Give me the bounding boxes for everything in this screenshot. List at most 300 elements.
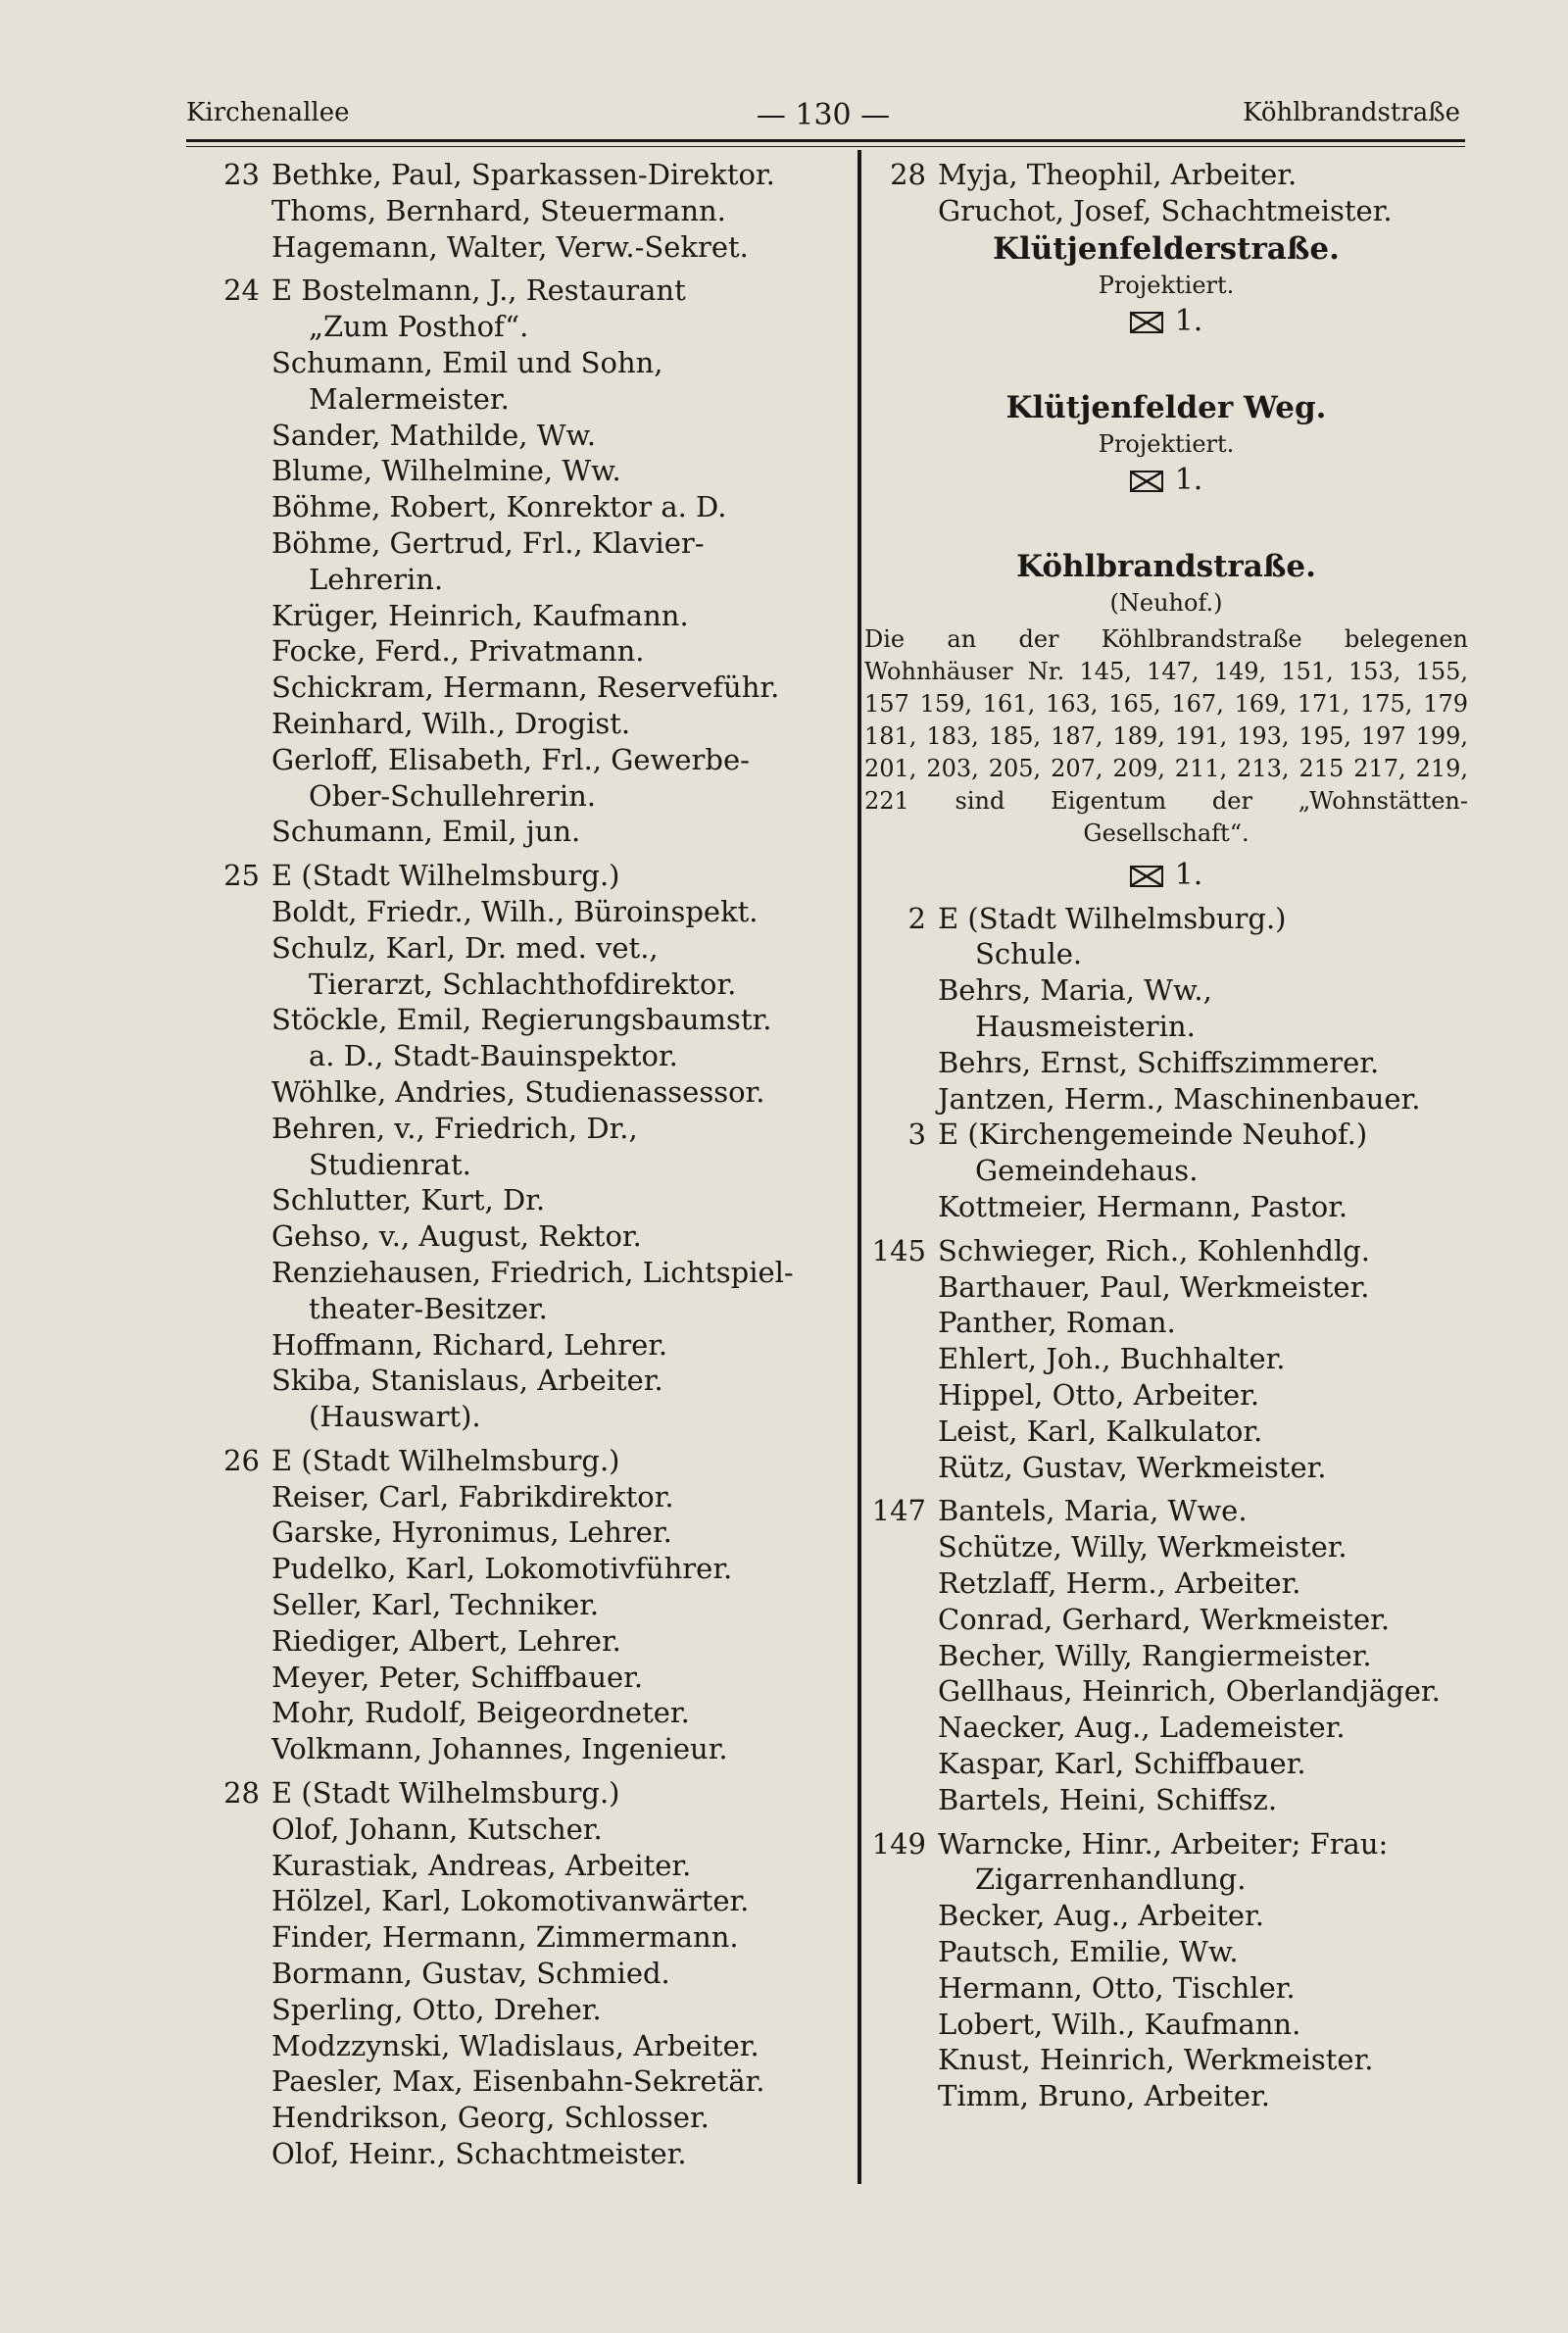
house-number xyxy=(862,1970,938,2007)
entry-line: Modzzynski, Wladislaus, Arbeiter. xyxy=(271,2028,760,2062)
directory-entry xyxy=(191,706,838,742)
house-number xyxy=(191,418,271,454)
house-number xyxy=(191,1695,271,1731)
entry-text xyxy=(938,1746,1470,1782)
house-number: 28 xyxy=(890,158,926,191)
entry-text xyxy=(938,1341,1470,1377)
entry-line: Kaspar, Karl, Schiffbauer. xyxy=(938,1746,1306,1780)
header-left-street: Kirchenallee xyxy=(186,98,350,127)
directory-entry xyxy=(862,1934,1470,1970)
entry-text xyxy=(271,1775,838,1812)
postal-district xyxy=(862,302,1470,341)
directory-entry xyxy=(862,972,1470,1045)
postal-number: 1. xyxy=(1174,303,1203,338)
entry-line: Lobert, Wilh., Kaufmann. xyxy=(938,2007,1301,2041)
entry-text xyxy=(271,930,838,1003)
entry-line: Behrs, Maria, Ww., xyxy=(938,973,1212,1008)
entry-text xyxy=(938,1269,1470,1306)
directory-entry xyxy=(862,1782,1470,1818)
entry-text xyxy=(271,418,838,454)
house-number xyxy=(862,1710,938,1746)
house-number xyxy=(862,1081,938,1117)
entry-text xyxy=(938,1826,1470,1899)
entry-text xyxy=(938,2042,1470,2078)
entry-text xyxy=(938,1189,1470,1225)
entry-line: E (Stadt Wilhelmsburg.) xyxy=(271,859,620,893)
entry-line: Conrad, Gerhard, Werkmeister. xyxy=(938,1602,1391,1636)
house-number xyxy=(191,1514,271,1551)
entry-text xyxy=(938,1233,1470,1269)
entry-text xyxy=(938,2078,1470,2114)
directory-entry xyxy=(191,1363,838,1435)
house-number xyxy=(862,1638,938,1674)
postal-number: 1. xyxy=(1174,462,1203,497)
entry-line: Krüger, Heinrich, Kaufmann. xyxy=(271,598,689,632)
entry-line: Reiser, Carl, Fabrikdirektor. xyxy=(271,1479,674,1514)
house-number xyxy=(191,633,271,670)
house-number: 149 xyxy=(871,1826,926,1861)
entry-line: Behrs, Ernst, Schiffszimmerer. xyxy=(938,1045,1380,1079)
entry-text xyxy=(271,525,838,598)
house-number xyxy=(862,2042,938,2078)
directory-entry xyxy=(191,2136,838,2172)
entry-text xyxy=(271,453,838,489)
envelope-icon xyxy=(1130,471,1163,492)
directory-entry xyxy=(191,1443,838,1479)
house-number xyxy=(862,1898,938,1934)
entry-text xyxy=(271,2063,838,2100)
directory-entry xyxy=(862,1493,1470,1529)
house-number xyxy=(191,489,271,525)
directory-entry xyxy=(191,670,838,706)
page-number: — 130 — xyxy=(756,98,891,132)
house-number: 23 xyxy=(223,158,260,191)
entry-line: Becker, Aug., Arbeiter. xyxy=(938,1899,1264,1933)
house-number: 3 xyxy=(907,1117,926,1152)
entry-line: Meyer, Peter, Schiffbauer. xyxy=(271,1660,644,1694)
house-number xyxy=(862,1934,938,1970)
directory-entry xyxy=(862,1529,1470,1565)
directory-entry xyxy=(862,1117,1470,1189)
house-number xyxy=(862,1529,938,1565)
entry-line: Seller, Karl, Techniker. xyxy=(271,1588,600,1622)
entry-line: Bethke, Paul, Sparkassen-Direktor. xyxy=(271,158,775,191)
entry-text xyxy=(271,2100,838,2136)
right-column xyxy=(862,157,1470,2114)
house-number xyxy=(191,1660,271,1696)
entry-text xyxy=(938,193,1470,229)
directory-entry xyxy=(191,193,838,229)
entry-line: Warncke, Hinr., Arbeiter; Frau: xyxy=(938,1826,1389,1861)
entry-line: Gruchot, Josef, Schachtmeister. xyxy=(938,193,1393,227)
entry-continuation: Zigarrenhandlung. xyxy=(975,1862,1247,1897)
house-number xyxy=(191,1218,271,1255)
house-number xyxy=(191,930,271,1003)
entry-line: Hermann, Otto, Tischler. xyxy=(938,1970,1296,2005)
house-number xyxy=(191,1731,271,1767)
directory-entry xyxy=(191,1182,838,1218)
entry-line: Schlutter, Kurt, Dr. xyxy=(271,1183,546,1217)
entry-continuation: Schule. xyxy=(975,937,1083,971)
directory-entry xyxy=(191,1883,838,1919)
directory-entry xyxy=(862,1826,1470,1899)
directory-entry xyxy=(862,193,1470,229)
directory-entry xyxy=(862,1377,1470,1414)
directory-entry xyxy=(191,1551,838,1587)
directory-entry xyxy=(862,1305,1470,1341)
entry-line: Garske, Hyronimus, Lehrer. xyxy=(271,1515,672,1550)
entry-line: Gerloff, Elisabeth, Frl., Gewerbe- xyxy=(271,742,750,776)
street-heading: Köhlbrandstraße. xyxy=(1016,548,1316,584)
entry-text xyxy=(271,489,838,525)
entry-line: Naecker, Aug., Lademeister. xyxy=(938,1711,1346,1745)
header-rule-thin xyxy=(186,146,1465,147)
entry-text xyxy=(938,1081,1470,1117)
entry-line: Gehso, v., August, Rektor. xyxy=(271,1219,642,1254)
house-number xyxy=(862,1189,938,1225)
entry-text xyxy=(938,1673,1470,1710)
directory-entry xyxy=(191,1479,838,1515)
street-heading: Klütjenfelder Weg. xyxy=(1005,389,1327,425)
house-number xyxy=(862,1450,938,1486)
house-number xyxy=(191,1363,271,1435)
postal-district xyxy=(862,461,1470,500)
house-number xyxy=(862,1602,938,1638)
envelope-icon xyxy=(1130,866,1163,887)
directory-entry xyxy=(191,345,838,418)
entry-text xyxy=(271,1992,838,2028)
entry-text xyxy=(938,157,1470,193)
entry-line: Rütz, Gustav, Werkmeister. xyxy=(938,1450,1327,1484)
entry-line: Böhme, Gertrud, Frl., Klavier- xyxy=(271,525,705,560)
entry-line: Riediger, Albert, Lehrer. xyxy=(271,1623,621,1658)
directory-entry xyxy=(862,1233,1470,1269)
entry-text xyxy=(271,1074,838,1111)
entry-line: Pautsch, Emilie, Ww. xyxy=(938,1934,1239,1968)
entry-line: Focke, Ferd., Privatmann. xyxy=(271,634,645,669)
entry-line: Olof, Heinr., Schachtmeister. xyxy=(271,2137,687,2171)
entry-text xyxy=(271,1660,838,1696)
directory-entry xyxy=(862,1710,1470,1746)
house-number xyxy=(191,193,271,229)
left-column xyxy=(191,157,838,2172)
directory-entry xyxy=(191,1919,838,1956)
header-rule-thick xyxy=(186,139,1465,142)
house-number xyxy=(191,345,271,418)
entry-text xyxy=(938,1450,1470,1486)
entry-text xyxy=(938,1710,1470,1746)
entry-text xyxy=(938,1934,1470,1970)
entry-line: Kurastiak, Andreas, Arbeiter. xyxy=(271,1848,692,1882)
entry-text xyxy=(271,2136,838,2172)
directory-entry xyxy=(191,489,838,525)
entry-continuation: Hausmeisterin. xyxy=(975,1009,1196,1043)
directory-entry xyxy=(191,858,838,894)
directory-entry xyxy=(191,1812,838,1848)
entry-line: Hölzel, Karl, Lokomotivanwärter. xyxy=(271,1884,750,1918)
directory-entry xyxy=(191,1218,838,1255)
house-number: 24 xyxy=(223,273,260,308)
entry-text xyxy=(271,1812,838,1848)
column-divider xyxy=(858,150,861,2184)
entry-line: Schütze, Willy, Werkmeister. xyxy=(938,1530,1348,1564)
house-number xyxy=(191,453,271,489)
entry-line: Schickram, Hermann, Reserveführ. xyxy=(271,670,780,705)
directory-entry xyxy=(191,157,838,193)
entry-text xyxy=(938,1414,1470,1450)
directory-entry xyxy=(862,1746,1470,1782)
entry-line: Schulz, Karl, Dr. med. vet., xyxy=(271,930,659,965)
house-number xyxy=(191,2100,271,2136)
entry-text xyxy=(271,1551,838,1587)
house-number xyxy=(191,1623,271,1660)
entry-text xyxy=(938,1638,1470,1674)
directory-entry xyxy=(191,814,838,850)
house-number xyxy=(862,1045,938,1081)
house-number xyxy=(191,1327,271,1364)
entry-text xyxy=(271,1255,838,1327)
entry-text xyxy=(271,157,838,193)
directory-entry xyxy=(191,1731,838,1767)
directory-entry xyxy=(191,525,838,598)
entry-line: Knust, Heinrich, Werkmeister. xyxy=(938,2043,1374,2077)
house-number xyxy=(191,1111,271,1183)
entry-line: Barthauer, Paul, Werkmeister. xyxy=(938,1269,1370,1304)
house-number xyxy=(191,1919,271,1956)
house-number xyxy=(862,193,938,229)
street-district: (Neuhof.) xyxy=(1109,588,1223,617)
ownership-note: Die an der Köhlbrandstraße belegenen Wohnhäuser Nr. 145, 147, 149, 151, 153, 155, 157 159, 161, 163, 165, 167, 169, 171, 175, 179 181, 183, 185, 187, 189, 191, 193, 195, 197 199, 201, 203, 205, 207, 209, 211, 213, 215 217, 219, 221 sind Eigentum der „Wohnstätten-Gesellschaft“. xyxy=(864,624,1468,847)
house-number xyxy=(191,1479,271,1515)
directory-entry xyxy=(191,1695,838,1731)
entry-text xyxy=(271,1479,838,1515)
house-number xyxy=(191,814,271,850)
directory-entry xyxy=(191,1992,838,2028)
entry-text xyxy=(271,1956,838,1992)
house-number xyxy=(191,1883,271,1919)
entry-line: Olof, Johann, Kutscher. xyxy=(271,1812,603,1846)
entry-line: Volkmann, Johannes, Ingenieur. xyxy=(271,1732,728,1766)
directory-entry xyxy=(862,1565,1470,1602)
entry-text xyxy=(938,972,1470,1045)
page-header xyxy=(186,98,1460,137)
entry-text xyxy=(271,706,838,742)
entry-continuation: Malermeister. xyxy=(309,381,510,416)
directory-entry xyxy=(191,1587,838,1623)
house-number xyxy=(191,2136,271,2172)
entry-line: Becher, Willy, Rangiermeister. xyxy=(938,1638,1372,1672)
entry-line: Bartels, Heini, Schiffsz. xyxy=(938,1782,1278,1816)
house-number xyxy=(862,1746,938,1782)
entry-line: Myja, Theophil, Arbeiter. xyxy=(938,158,1298,191)
entry-text xyxy=(271,633,838,670)
street-headings xyxy=(862,229,1470,500)
directory-entry xyxy=(191,2100,838,2136)
entry-continuation: theater-Besitzer. xyxy=(309,1291,548,1325)
street-heading: Klütjenfelderstraße. xyxy=(993,230,1340,267)
entry-line: Böhme, Robert, Konrektor a. D. xyxy=(271,490,727,524)
directory-entry xyxy=(191,1514,838,1551)
directory-entry xyxy=(862,1898,1470,1934)
entry-continuation: a. D., Stadt-Bauinspektor. xyxy=(309,1039,678,1073)
entry-text xyxy=(271,193,838,229)
entry-text xyxy=(938,1565,1470,1602)
directory-entry xyxy=(191,1623,838,1660)
house-number xyxy=(862,1269,938,1306)
entry-text xyxy=(271,598,838,634)
directory-entry xyxy=(862,1450,1470,1486)
entry-text xyxy=(271,1848,838,1884)
directory-entry xyxy=(191,2063,838,2100)
entry-line: E Bostelmann, J., Restaurant xyxy=(271,273,686,308)
house-number xyxy=(191,1551,271,1587)
house-number xyxy=(191,1848,271,1884)
entry-line: Hendrikson, Georg, Schlosser. xyxy=(271,2101,710,2135)
directory-entry xyxy=(862,1341,1470,1377)
entry-line: Renziehausen, Friedrich, Lichtspiel- xyxy=(271,1255,794,1289)
entry-text xyxy=(271,2028,838,2064)
house-number xyxy=(191,1255,271,1327)
entry-line: E (Stadt Wilhelmsburg.) xyxy=(271,1443,620,1477)
entry-line: Paesler, Max, Eisenbahn-Sekretär. xyxy=(271,2064,765,2099)
directory-entry xyxy=(191,930,838,1003)
directory-entry xyxy=(191,1111,838,1183)
directory-entry xyxy=(191,418,838,454)
entry-text xyxy=(271,1327,838,1364)
directory-entry xyxy=(191,1775,838,1812)
directory-entry xyxy=(862,1269,1470,1306)
directory-entry xyxy=(191,1002,838,1074)
directory-entry xyxy=(862,1081,1470,1117)
house-number: 25 xyxy=(223,859,260,893)
entry-line: Finder, Hermann, Zimmermann. xyxy=(271,1920,739,1955)
directory-entry xyxy=(191,742,838,815)
entry-text xyxy=(271,814,838,850)
entry-line: Thoms, Bernhard, Steuermann. xyxy=(271,193,726,227)
postal-number: 1. xyxy=(1174,857,1203,892)
entry-text xyxy=(938,1782,1470,1818)
house-number xyxy=(862,1341,938,1377)
house-number: 26 xyxy=(223,1443,260,1477)
directory-entry xyxy=(862,1638,1470,1674)
entry-line: Skiba, Stanislaus, Arbeiter. xyxy=(271,1364,663,1398)
entry-line: Retzlaff, Herm., Arbeiter. xyxy=(938,1565,1301,1600)
directory-entry xyxy=(191,633,838,670)
entry-line: Jantzen, Herm., Maschinenbauer. xyxy=(938,1081,1421,1116)
entry-text xyxy=(271,670,838,706)
entry-text xyxy=(271,1695,838,1731)
directory-entry xyxy=(191,1660,838,1696)
entry-line: Schumann, Emil, jun. xyxy=(271,815,581,849)
entry-line: Schwieger, Rich., Kohlenhdlg. xyxy=(938,1233,1371,1267)
entry-text xyxy=(938,2007,1470,2043)
entry-text xyxy=(938,1898,1470,1934)
street-block xyxy=(862,388,1470,500)
entry-text xyxy=(271,229,838,266)
house-number: 145 xyxy=(871,1233,926,1267)
entry-line: Schumann, Emil und Sohn, xyxy=(271,345,663,379)
street-block xyxy=(862,229,1470,341)
entry-line: Behren, v., Friedrich, Dr., xyxy=(271,1111,638,1145)
entry-line: Bormann, Gustav, Schmied. xyxy=(271,1957,670,1991)
house-number xyxy=(191,1992,271,2028)
entry-text xyxy=(271,1443,838,1479)
entry-text xyxy=(271,858,838,894)
house-number xyxy=(862,1565,938,1602)
directory-entry xyxy=(862,1673,1470,1710)
entry-line: Stöckle, Emil, Regierungsbaumstr. xyxy=(271,1003,772,1037)
header-right-street: Köhlbrandstraße xyxy=(1243,98,1460,127)
house-number xyxy=(862,2007,938,2043)
house-number: 2 xyxy=(907,901,926,935)
entry-text xyxy=(271,1111,838,1183)
house-number xyxy=(191,229,271,266)
entry-text xyxy=(271,1514,838,1551)
street-status: Projektiert. xyxy=(1098,429,1235,458)
directory-entry xyxy=(191,273,838,345)
entry-continuation: Ober-Schullehrerin. xyxy=(309,778,597,813)
house-number xyxy=(191,742,271,815)
entry-continuation: Gemeindehaus. xyxy=(975,1154,1199,1188)
directory-entry xyxy=(191,1956,838,1992)
directory-entry xyxy=(191,229,838,266)
entry-text xyxy=(271,742,838,815)
directory-entry xyxy=(862,901,1470,973)
directory-entry xyxy=(191,894,838,930)
house-number xyxy=(191,1587,271,1623)
directory-entry xyxy=(191,1074,838,1111)
directory-entry xyxy=(862,1970,1470,2007)
house-number xyxy=(862,1414,938,1450)
house-number: 28 xyxy=(223,1776,260,1811)
directory-entry xyxy=(862,1189,1470,1225)
house-number xyxy=(191,2028,271,2064)
directory-entry xyxy=(862,2078,1470,2114)
house-number xyxy=(862,972,938,1045)
entry-line: Blume, Wilhelmine, Ww. xyxy=(271,454,621,488)
entry-text xyxy=(271,1919,838,1956)
right-top-entries xyxy=(862,157,1470,229)
entry-line: Panther, Roman. xyxy=(938,1306,1176,1340)
entry-line: E (Stadt Wilhelmsburg.) xyxy=(938,901,1287,935)
entry-line: Pudelko, Karl, Lokomotivführer. xyxy=(271,1552,733,1586)
house-number xyxy=(862,1673,938,1710)
entry-text xyxy=(271,345,838,418)
entry-text xyxy=(271,1182,838,1218)
envelope-icon xyxy=(1130,312,1163,333)
house-number xyxy=(191,894,271,930)
entry-continuation: Tierarzt, Schlachthofdirektor. xyxy=(309,967,737,1001)
entry-line: Gellhaus, Heinrich, Oberlandjäger. xyxy=(938,1674,1441,1709)
house-number xyxy=(191,1074,271,1111)
entry-line: Boldt, Friedr., Wilh., Büroinspekt. xyxy=(271,894,759,928)
house-number xyxy=(191,2063,271,2100)
entry-text xyxy=(271,894,838,930)
house-number xyxy=(191,670,271,706)
entry-text xyxy=(938,1602,1470,1638)
directory-entry xyxy=(191,598,838,634)
entry-text xyxy=(938,901,1470,973)
entry-text xyxy=(938,1117,1470,1189)
house-number xyxy=(191,1956,271,1992)
directory-entry xyxy=(862,1414,1470,1450)
directory-entry xyxy=(862,157,1470,193)
entry-line: Bantels, Maria, Wwe. xyxy=(938,1494,1248,1528)
entry-line: Hippel, Otto, Arbeiter. xyxy=(938,1377,1260,1412)
house-number xyxy=(862,2078,938,2114)
entry-continuation: (Hauswart). xyxy=(309,1400,481,1434)
house-number xyxy=(191,525,271,598)
